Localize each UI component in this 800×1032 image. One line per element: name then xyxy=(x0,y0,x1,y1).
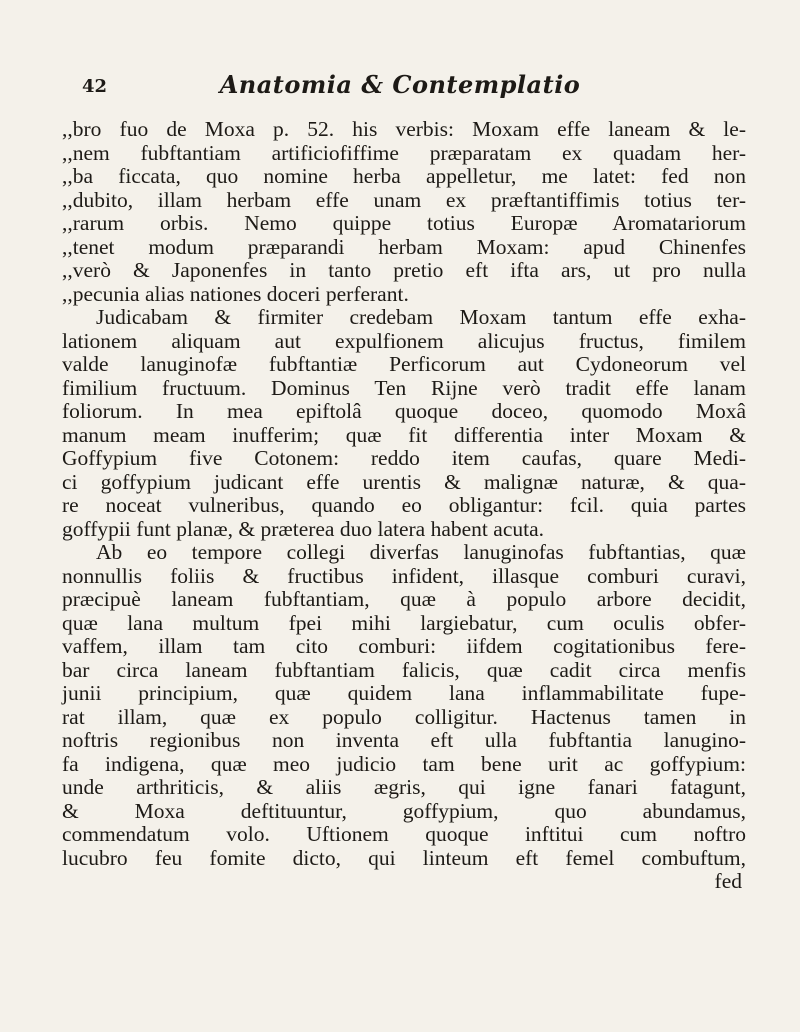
text-line: ,,nem fubftantiam artificiofiffime præparatam ex quadam her- xyxy=(62,140,746,165)
text-line: unde arthriticis, & aliis ægris, qui igne fanari fatagunt, xyxy=(62,775,746,799)
text-line: & Moxa deftituuntur, goffypium, quo abundamus, xyxy=(62,798,746,823)
text-line: ,,rarum orbis. Nemo quippe totius Europæ Aromatariorum xyxy=(62,211,746,235)
text-line: junii principium, quæ quidem lana inflammabilitate fupe- xyxy=(62,681,746,705)
text-line: commendatum volo. Uftionem quoque inftitui cum noftro xyxy=(62,822,746,846)
text-line: Goffypium five Cotonem: reddo item caufas, quare Medi- xyxy=(62,446,746,470)
text-line: fed xyxy=(714,869,742,893)
text-line: ci goffypium judicant effe urentis & malignæ naturæ, & qua- xyxy=(62,469,746,494)
text-line: ,,verò & Japonenfes in tanto pretio eft ifta ars, ut pro nulla xyxy=(62,258,746,282)
text-line: ,,bro fuo de Moxa p. 52. his verbis: Moxam effe laneam & le- xyxy=(62,117,746,141)
text-line: Judicabam & firmiter credebam Moxam tantum effe exha- xyxy=(96,305,746,329)
text-line: præcipuè laneam fubftantiam, quæ à populo arbore decidit, xyxy=(62,587,746,611)
text-line: goffypii funt planæ, & præterea duo latera habent acuta. xyxy=(62,516,544,541)
text-line: quæ lana multum fpei mihi largiebatur, cum oculis obfer- xyxy=(62,610,746,635)
page-header xyxy=(0,68,800,108)
text-line: bar circa laneam fubftantiam falicis, quæ cadit circa menfis xyxy=(62,657,746,682)
text-line: foliorum. In mea epiftolâ quoque doceo, quomodo Moxâ xyxy=(62,399,746,423)
running-title: Anatomia & Contemplatio xyxy=(219,70,581,99)
text-line: lationem aliquam aut expulfionem alicujus fructus, fimilem xyxy=(62,328,746,353)
text-line: fimilium fructuum. Dominus Ten Rijne verò tradit effe lanam xyxy=(62,375,746,400)
text-line: rat illam, quæ ex populo colligitur. Hactenus tamen in xyxy=(62,704,746,729)
text-line: vaffem, illam tam cito comburi: iifdem cogitationibus fere- xyxy=(62,634,746,658)
text-line: ,,ba ficcata, quo nomine herba appelletur, me latet: fed non xyxy=(62,164,746,188)
text-line: Ab eo tempore collegi diverfas lanuginofas fubftantias, quæ xyxy=(96,540,746,564)
text-line: lucubro feu fomite dicto, qui linteum eft femel combuftum, xyxy=(62,845,746,870)
body-text xyxy=(62,118,746,894)
text-line: valde lanuginofæ fubftantiæ Perficorum aut Cydoneorum vel xyxy=(62,352,746,376)
text-line: fa indigena, quæ meo judicio tam bene urit ac goffypium: xyxy=(62,751,746,776)
text-line: nonnullis foliis & fructibus infident, illasque comburi curavi, xyxy=(62,563,746,588)
text-line: manum meam inufferim; quæ fit differentia inter Moxam & xyxy=(62,422,746,447)
page-number: 42 xyxy=(82,76,108,97)
text-line: re noceat vulneribus, quando eo obligantur: fcil. quia partes xyxy=(62,493,746,517)
text-line: ,,tenet modum præparandi herbam Moxam: apud Chinenfes xyxy=(62,234,746,259)
text-line: ,,pecunia alias nationes doceri perferant. xyxy=(62,281,409,306)
text-line: ,,dubito, illam herbam effe unam ex præftantiffimis totius ter- xyxy=(62,187,746,212)
text-line: noftris regionibus non inventa eft ulla fubftantia lanugino- xyxy=(62,728,746,752)
